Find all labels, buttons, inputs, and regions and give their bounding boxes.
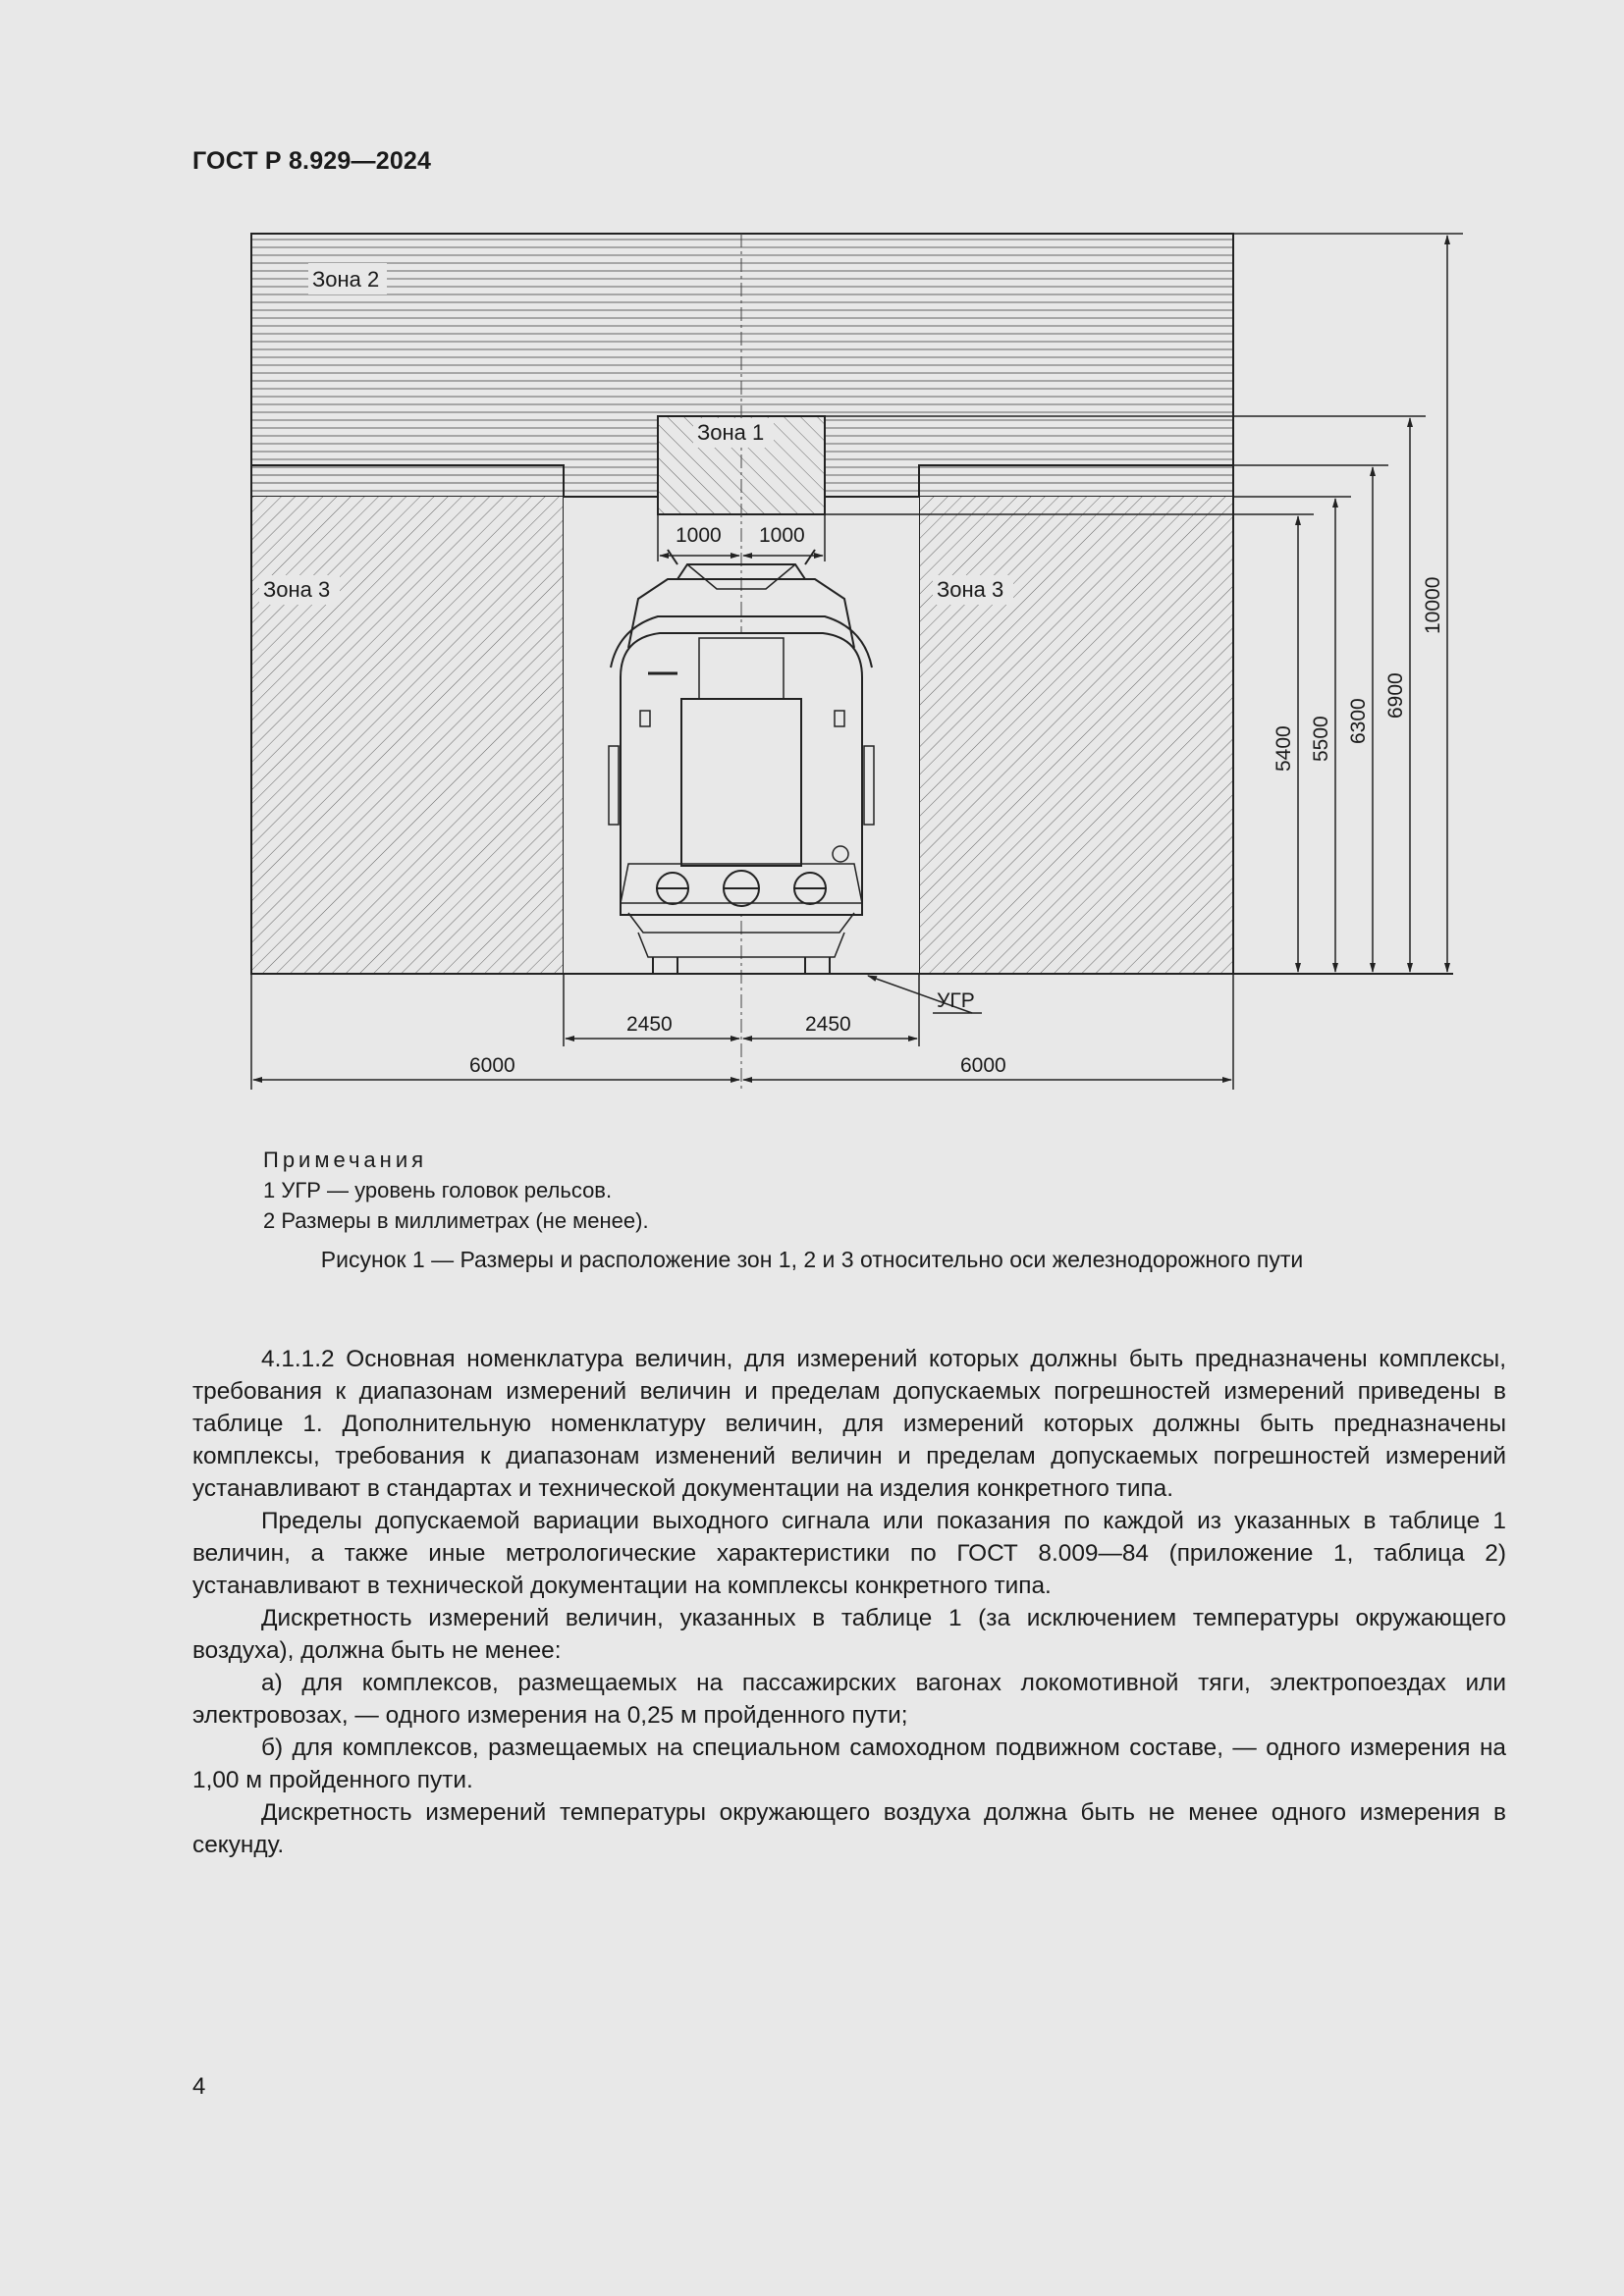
zone3-left-area [251, 465, 564, 974]
zone3-right-label: Зона 3 [937, 577, 1004, 602]
paragraph-item-b: б) для комплексов, размещаемых на специальном самоходном подвижном составе, — одного измерения на 1,00 м пройденного пути. [192, 1735, 1506, 1793]
zones-figure [0, 0, 1624, 1119]
dim-1000-left: 1000 [676, 524, 722, 547]
dim-6000 [251, 974, 1233, 1090]
dim-2450 [564, 974, 919, 1046]
standard-code-header: ГОСТ Р 8.929—2024 [192, 147, 432, 175]
paragraph-item-a: а) для комплексов, размещаемых на пассажирских вагонах локомотивной тяги, электропоездах или электровозах, — одного измерения на 0,25 м пройденного пути; [192, 1670, 1506, 1729]
zone2-label: Зона 2 [312, 267, 380, 292]
note-item-2: 2 Размеры в миллиметрах (не менее). [263, 1208, 649, 1233]
paragraph-4-1-1-2: 4.1.1.2 Основная номенклатура величин, для измерений которых должны быть предназначены комплексы, требования к диапазонам измерений величин и пределам допускаемых погрешностей измерений приведены в таблице 1. Дополнительную номенклатуру величин, для измерений которых должны быть предназначены комплексы, требования к диапазонам изменений величин и пределам допускаемых погрешностей измерений устанавливают в стандартах и технической документации на изделия конкретного типа. [192, 1346, 1506, 1502]
dim-1000-right: 1000 [759, 524, 805, 547]
dim-6900: 6900 [1384, 672, 1407, 719]
dim-2450-right: 2450 [805, 1013, 851, 1036]
dim-10000: 10000 [1422, 576, 1444, 634]
zone3-left-label: Зона 3 [263, 577, 331, 602]
ugr-label: УГР [937, 989, 975, 1012]
zone1-label: Зона 1 [697, 420, 765, 445]
dim-5500: 5500 [1310, 716, 1332, 762]
paragraph-temperature-discreteness: Дискретность измерений температуры окружающего воздуха должна быть не менее одного измерения в секунду. [192, 1799, 1506, 1858]
page-number: 4 [192, 2073, 206, 2100]
body-text [192, 1343, 1506, 1861]
paragraph-variation-limits: Пределы допускаемой вариации выходного сигнала или показания по каждой из указанных в таблице 1 величин, а также иные метрологические характеристики по ГОСТ 8.009—84 (приложение 1, таблица 2) устанавливают в технической документации на комплексы конкретного типа. [192, 1508, 1506, 1599]
notes-title: Примечания [263, 1148, 428, 1172]
dim-5400: 5400 [1272, 725, 1295, 772]
dim-2450-left: 2450 [626, 1013, 673, 1036]
zone3-right-area [919, 465, 1233, 974]
dim-6300: 6300 [1347, 698, 1370, 744]
figure-caption: Рисунок 1 — Размеры и расположение зон 1, 2 и 3 относительно оси железнодорожного пути [320, 1247, 1304, 1272]
figure-notes [263, 1145, 649, 1236]
dim-6000-right: 6000 [960, 1054, 1006, 1077]
paragraph-discreteness: Дискретность измерений величин, указанных в таблице 1 (за исключением температуры окружающего воздуха), должна быть не менее: [192, 1605, 1506, 1664]
note-item-1: 1 УГР — уровень головок рельсов. [263, 1178, 613, 1202]
dim-6000-left: 6000 [469, 1054, 515, 1077]
